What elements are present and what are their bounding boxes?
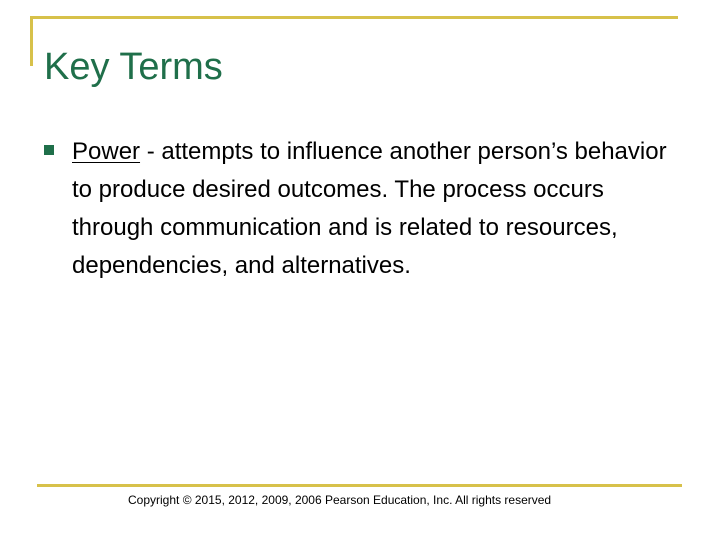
slide-title: Key Terms	[44, 46, 223, 88]
term-definition: - attempts to influence another person’s behavior to produce desired outcomes. The process occurs through communication and is related to resources, dependencies, and alternatives.	[72, 138, 667, 279]
footer	[128, 491, 668, 509]
bullet-text	[72, 133, 684, 285]
term-power: Power	[72, 138, 141, 165]
square-bullet-icon	[44, 145, 54, 155]
footer-accent-rule	[37, 484, 682, 487]
copyright-text: Copyright © 2015, 2012, 2009, 2006 Pearson Education, Inc. All rights reserved	[128, 493, 552, 507]
left-accent-rule	[30, 16, 33, 66]
top-accent-rule	[30, 16, 678, 19]
bullet-item-power	[44, 133, 684, 323]
